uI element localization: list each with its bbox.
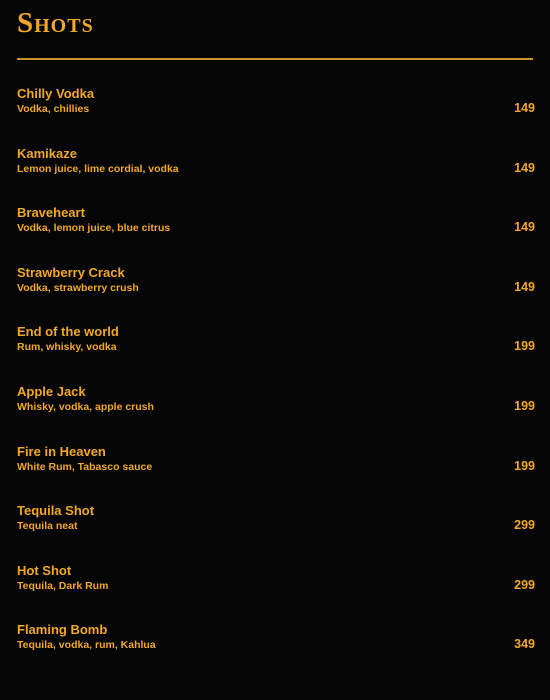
- item-description: Lemon juice, lime cordial, vodka: [17, 162, 179, 175]
- menu-item: [17, 503, 535, 563]
- title-divider: [17, 58, 533, 60]
- item-description: Vodka, strawberry crush: [17, 281, 139, 294]
- menu-item: [17, 265, 535, 325]
- item-description: Tequila neat: [17, 520, 78, 533]
- menu-item: [17, 205, 535, 265]
- item-price: 199: [514, 339, 535, 354]
- item-price: 149: [514, 160, 535, 175]
- item-price: 199: [514, 398, 535, 413]
- item-description: Vodka, lemon juice, blue citrus: [17, 222, 171, 235]
- item-description: Rum, whisky, vodka: [17, 341, 117, 354]
- item-description: Vodka, chillies: [17, 103, 90, 115]
- item-name: Fire in Heaven: [17, 443, 106, 459]
- item-description: Tequila, vodka, rum, Kahlua: [17, 639, 156, 652]
- item-description: Tequila, Dark Rum: [17, 579, 109, 592]
- item-description: Whisky, vodka, apple crush: [17, 400, 154, 413]
- menu-item-list: [17, 86, 535, 682]
- menu-item: [17, 384, 535, 444]
- menu-item: [17, 444, 535, 504]
- item-name: Braveheart: [17, 205, 85, 221]
- menu-item: [17, 563, 535, 623]
- item-name: Chilly Vodka: [17, 86, 95, 101]
- menu-item: [17, 324, 535, 384]
- item-price: 149: [514, 220, 535, 235]
- item-name: Flaming Bomb: [17, 622, 108, 638]
- item-name: Apple Jack: [17, 383, 86, 399]
- menu-item: [17, 622, 535, 682]
- item-price: 299: [514, 518, 535, 533]
- menu-item: [17, 146, 535, 206]
- item-name: Hot Shot: [17, 562, 72, 578]
- item-price: 199: [514, 458, 535, 473]
- item-name: Kamikaze: [17, 145, 77, 161]
- item-price: 299: [514, 577, 535, 592]
- menu-item: [17, 86, 535, 146]
- item-name: Tequila Shot: [17, 503, 95, 519]
- item-name: End of the world: [17, 324, 119, 340]
- item-price: 149: [514, 101, 535, 115]
- section-title: Shots: [17, 7, 94, 39]
- item-name: Strawberry Crack: [17, 264, 125, 280]
- item-price: 349: [514, 637, 535, 652]
- item-price: 149: [514, 279, 535, 294]
- item-description: White Rum, Tabasco sauce: [17, 460, 153, 473]
